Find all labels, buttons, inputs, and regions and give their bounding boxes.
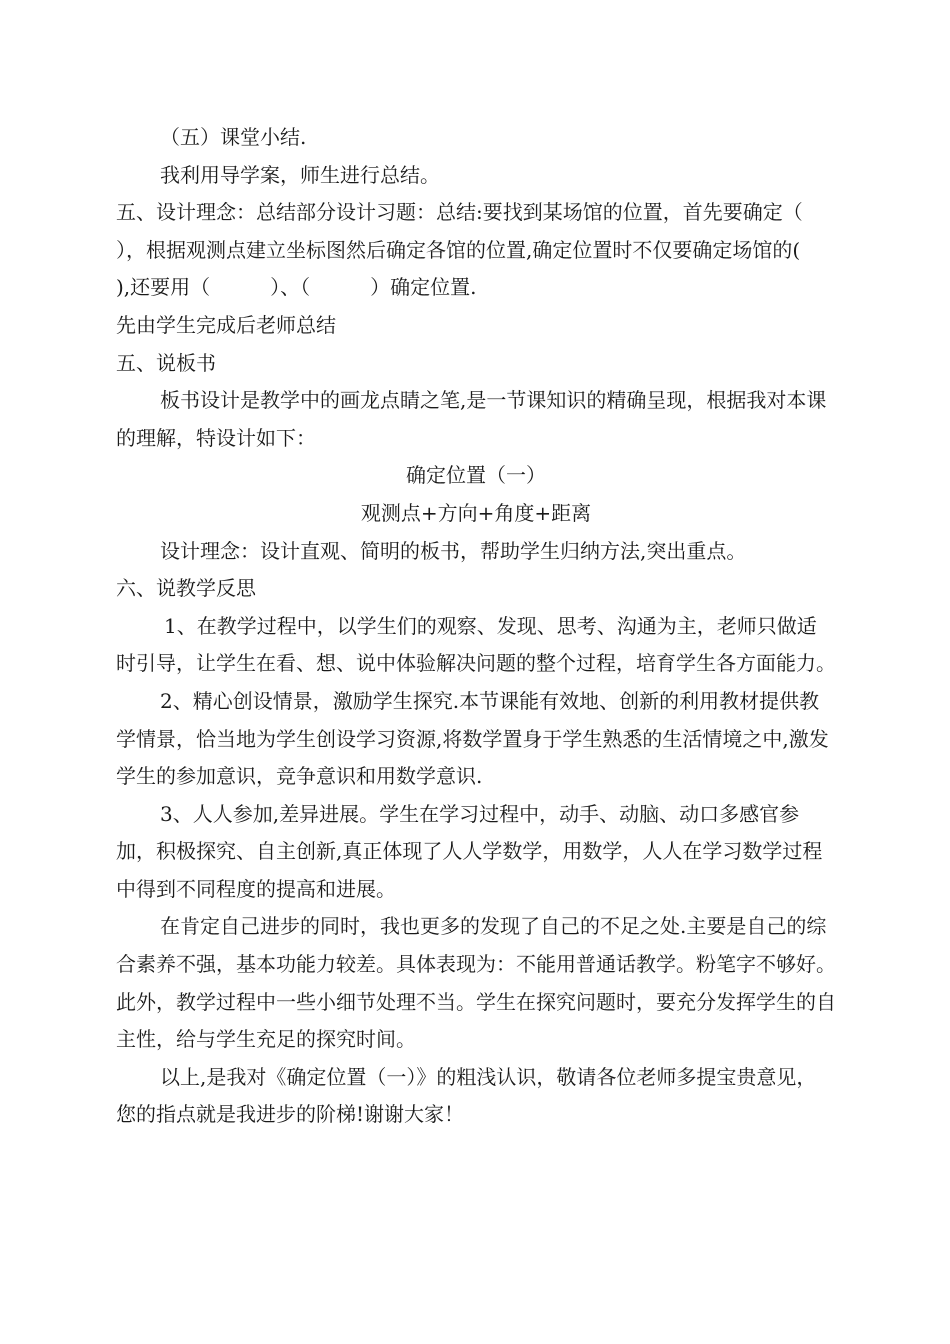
paragraph: 板书设计是教学中的画龙点睛之笔,是一节课知识的精确呈现，根据我对本课的理解，特设计如下： bbox=[116, 388, 827, 450]
paragraph-design-concept: 五、设计理念：总结部分设计习题：总结:要找到某场馆的位置，首先要确定（ ），根据观测点建立坐标图然后确定各馆的位置,确定位置时不仅要确定场馆的( ),还要用（ ）、（ ）确定位置. bbox=[116, 200, 863, 300]
blackboard-title: 确定位置（一） bbox=[406, 463, 546, 488]
list-item: 3、人人参加,差异进展。学生在学习过程中，动手、动脑、动口多感官参加，积极探究、自主创新,真正体现了人人学数学，用数学，人人在学习数学过程中得到不同程度的提高和进展。 bbox=[116, 801, 823, 901]
paragraph: 设计理念：设计直观、简明的板书，帮助学生归纳方法,突出重点。 bbox=[160, 538, 747, 563]
section-heading-blackboard: 五、说板书 bbox=[116, 350, 216, 375]
list-item: 2、精心创设情景，激励学生探究.本节课能有效地、创新的利用教材提供教学情景，恰当地为学生创设学习资源,将数学置身于学生熟悉的生活情境之中,激发学生的参加意识，竞争意识和用数学意识. bbox=[116, 688, 829, 789]
blackboard-formula: 观测点+方向+角度+距离 bbox=[360, 500, 592, 525]
paragraph: 在肯定自己进步的同时，我也更多的发现了自己的不足之处.主要是自己的综合素养不强，基本功能力较差。具体表现为：不能用普通话教学。粉笔字不够好。此外，教学过程中一些小细节处理不当。学生在探究问题时，要充分发挥学生的自主性，给与学生充足的探究时间。 bbox=[116, 914, 836, 1052]
paragraph-closing: 以上,是我对《确定位置（一）》的粗浅认识，敬请各位老师多提宝贵意见，您的指点就是我进步的阶梯!谢谢大家！ bbox=[116, 1064, 817, 1127]
document-body bbox=[116, 119, 863, 1134]
section-heading-reflection: 六、说教学反思 bbox=[116, 576, 256, 601]
list-item: 1、在教学过程中，以学生们的观察、发现、思考、沟通为主，老师只做适时引导，让学生在看、想、说中体验解决问题的整个过程，培育学生各方面能力。 bbox=[116, 613, 836, 676]
paragraph: 先由学生完成后老师总结 bbox=[116, 312, 336, 337]
paragraph: 我利用导学案，师生进行总结。 bbox=[160, 162, 440, 187]
section-heading-class-summary: （五）课堂小结. bbox=[160, 125, 307, 149]
